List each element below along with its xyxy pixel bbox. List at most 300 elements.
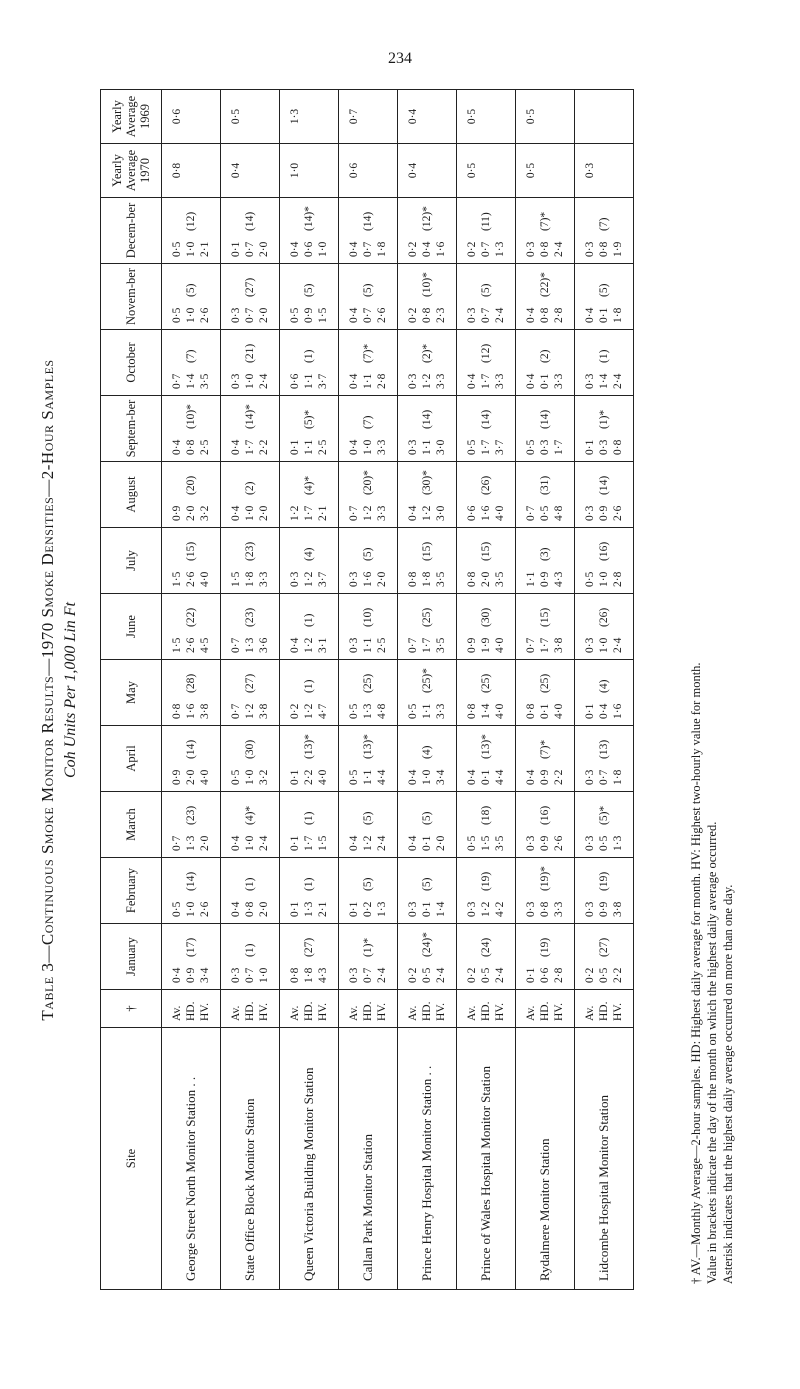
cell-line <box>406 726 420 791</box>
cell-line <box>465 660 479 725</box>
cell-line <box>434 396 448 461</box>
cell-value: 2·8 <box>553 307 565 323</box>
cell-line <box>465 528 479 593</box>
cell-value: 0·2 <box>466 241 478 257</box>
cell-line <box>583 528 597 593</box>
cell-value: 0·5 <box>539 505 551 521</box>
cell-value: 1·2 <box>480 901 492 917</box>
cell-line <box>434 726 448 791</box>
yearly-value: 0·5 <box>525 162 537 179</box>
yearly-value <box>597 90 611 143</box>
cell-value: 2·6 <box>185 571 197 587</box>
cell-value: 0·2 <box>584 967 596 983</box>
cell-value: 2·0 <box>185 769 197 785</box>
cell-day: (1) <box>303 613 315 627</box>
cell-line <box>493 528 507 593</box>
cell-value: 0·3 <box>466 307 478 323</box>
cell-line <box>302 726 316 791</box>
cell-value: 1·7 <box>303 835 315 851</box>
cell-line <box>316 264 330 329</box>
cell-day: (26) <box>598 607 610 627</box>
cell-value: 0·8 <box>612 439 624 455</box>
cell-line <box>288 198 302 263</box>
cell-line <box>375 528 389 593</box>
cell-value: 0·1 <box>598 307 610 323</box>
cell-value: 0·7 <box>480 307 492 323</box>
month-cell <box>221 198 280 264</box>
cell-value: 0·4 <box>525 373 537 389</box>
cell-line <box>406 330 420 395</box>
cell-value: 1·7 <box>553 439 565 455</box>
cell-line <box>524 330 538 395</box>
month-cell <box>398 528 457 594</box>
header-month-december: Decem-ber <box>101 198 162 264</box>
month-cell <box>221 858 280 924</box>
cell-line <box>493 594 507 659</box>
cell-value: 0·8 <box>539 241 551 257</box>
cell-line <box>434 924 448 989</box>
cell-line <box>597 396 611 461</box>
cell-value: 0·1 <box>289 835 301 851</box>
cell-line <box>243 264 257 329</box>
month-cell <box>339 330 398 396</box>
cell-value: 1·6 <box>185 703 197 719</box>
month-cell <box>457 924 516 990</box>
cell-value: 0·3 <box>584 373 596 389</box>
cell-line <box>257 528 271 593</box>
cell-day: (30) <box>480 607 492 627</box>
cell-value: 3·5 <box>435 571 447 587</box>
cell-line <box>229 726 243 791</box>
cell-line <box>316 330 330 395</box>
cell-value: 2·4 <box>435 967 447 983</box>
month-cell <box>516 462 575 528</box>
cell-day: (24)* <box>421 932 433 957</box>
cell-value: 0·1 <box>289 769 301 785</box>
cell-line <box>434 528 448 593</box>
cell-line <box>375 264 389 329</box>
cell-value: 0·7 <box>407 637 419 653</box>
cell-line <box>198 726 212 791</box>
cell-value: 0·5 <box>230 769 242 785</box>
row-code-label: Av. <box>525 1005 537 1021</box>
cell-value: 1·0 <box>362 439 374 455</box>
cell-line <box>552 660 566 725</box>
row-code-label: HD. <box>480 1001 492 1021</box>
row-code-label: HD. <box>362 1001 374 1021</box>
yearly-value <box>552 90 566 143</box>
month-cell <box>280 330 339 396</box>
cell-value: 0·1 <box>421 901 433 917</box>
cell-value: 1·5 <box>317 835 329 851</box>
month-cell <box>339 198 398 264</box>
cell-day: (24) <box>480 937 492 957</box>
month-cell <box>457 792 516 858</box>
header-month-may: May <box>101 660 162 726</box>
cell-value: 0·6 <box>303 241 315 257</box>
table-row <box>398 90 457 1290</box>
cell-value: 2·1 <box>317 901 329 917</box>
month-cell <box>280 924 339 990</box>
cell-line <box>552 858 566 923</box>
cell-value: 0·7 <box>362 241 374 257</box>
cell-line <box>302 198 316 263</box>
cell-value: 2·5 <box>376 637 388 653</box>
cell-line <box>257 660 271 725</box>
header-month-april: April <box>101 726 162 792</box>
cell-line <box>361 264 375 329</box>
cell-day: (2)* <box>421 343 433 363</box>
cell-value: 2·6 <box>553 835 565 851</box>
cell-line <box>229 660 243 725</box>
yearly-value: 0·6 <box>171 108 183 125</box>
cell-value: 0·3 <box>230 373 242 389</box>
cell-line <box>229 462 243 527</box>
month-cell <box>398 396 457 462</box>
row-codes <box>221 990 280 1028</box>
cell-value: 1·6 <box>435 241 447 257</box>
cell-value: 3·8 <box>258 703 270 719</box>
cell-line <box>406 396 420 461</box>
cell-value: 1·0 <box>244 505 256 521</box>
yearly-value: 0·4 <box>407 162 419 179</box>
row-code-label: HV. <box>553 1002 565 1021</box>
cell-line <box>229 528 243 593</box>
table-row <box>575 90 634 1290</box>
month-cell <box>516 726 575 792</box>
cell-line <box>420 726 434 791</box>
month-cell <box>280 594 339 660</box>
yearly-value: 0·5 <box>466 162 478 179</box>
cell-value: 0·1 <box>289 901 301 917</box>
month-cell <box>162 594 221 660</box>
cell-line <box>465 792 479 857</box>
cell-line <box>170 528 184 593</box>
cell-value: 0·7 <box>171 835 183 851</box>
cell-value: 1·4 <box>598 373 610 389</box>
row-codes <box>398 990 457 1028</box>
cell-day: (12)* <box>421 206 433 231</box>
cell-day: (18) <box>480 805 492 825</box>
cell-day: (28) <box>185 673 197 693</box>
cell-line <box>375 726 389 791</box>
cell-value: 3·5 <box>435 637 447 653</box>
cell-value: 0·4 <box>466 769 478 785</box>
cell-line <box>316 660 330 725</box>
month-cell <box>457 660 516 726</box>
cell-day: (19) <box>480 871 492 891</box>
cell-value: 0·6 <box>466 505 478 521</box>
cell-line <box>302 660 316 725</box>
cell-day: (27) <box>598 937 610 957</box>
cell-value: 0·1 <box>584 703 596 719</box>
cell-value: 1·0 <box>598 637 610 653</box>
cell-value: 1·1 <box>421 703 433 719</box>
cell-line <box>257 198 271 263</box>
month-cell <box>280 858 339 924</box>
cell-line <box>257 726 271 791</box>
cell-line <box>243 528 257 593</box>
cell-value: 0·7 <box>598 769 610 785</box>
cell-value: 0·5 <box>598 967 610 983</box>
cell-value: 1·0 <box>244 835 256 851</box>
cell-day: (23) <box>244 607 256 627</box>
cell-day: (5)* <box>598 805 610 825</box>
cell-line <box>198 462 212 527</box>
cell-value: 1·3 <box>244 637 256 653</box>
cell-value: 0·9 <box>171 769 183 785</box>
cell-line <box>361 198 375 263</box>
cell-line <box>434 462 448 527</box>
cell-line <box>229 792 243 857</box>
cell-line <box>479 858 493 923</box>
cell-line <box>243 594 257 659</box>
cell-value: 2·1 <box>317 505 329 521</box>
cell-value: 0·9 <box>539 835 551 851</box>
cell-value: 3·4 <box>435 769 447 785</box>
month-cell <box>339 924 398 990</box>
cell-line <box>316 726 330 791</box>
yearly-cell <box>280 144 339 198</box>
cell-value: 2·6 <box>376 307 388 323</box>
cell-day: (1) <box>303 679 315 693</box>
yearly-cell <box>516 90 575 144</box>
cell-value: 0·7 <box>480 241 492 257</box>
cell-line <box>611 792 625 857</box>
cell-line <box>597 726 611 791</box>
cell-line <box>465 462 479 527</box>
table-row <box>280 90 339 1290</box>
cell-day: (25) <box>480 673 492 693</box>
cell-day: (5) <box>303 283 315 297</box>
month-cell <box>339 726 398 792</box>
month-cell <box>457 528 516 594</box>
month-cell <box>575 198 634 264</box>
cell-value: 1·1 <box>362 769 374 785</box>
cell-value: 0·9 <box>466 637 478 653</box>
cell-line <box>479 594 493 659</box>
month-cell <box>575 858 634 924</box>
cell-value: 2·4 <box>376 835 388 851</box>
yearly-value: 0·8 <box>171 162 183 179</box>
cell-line <box>493 198 507 263</box>
cell-value: 0·9 <box>185 967 197 983</box>
cell-line <box>552 198 566 263</box>
cell-day: (10)* <box>421 272 433 297</box>
cell-day: (1) <box>244 943 256 957</box>
footnote-brackets: Value in brackets indicate the day of the month on which the highest daily average occurred. <box>705 821 719 1284</box>
month-cell <box>575 792 634 858</box>
header-month-january: January <box>101 924 162 990</box>
cell-line <box>420 396 434 461</box>
yearly-cell <box>575 90 634 144</box>
cell-value: 1·2 <box>303 703 315 719</box>
cell-line <box>583 198 597 263</box>
cell-line <box>524 396 538 461</box>
cell-line <box>347 594 361 659</box>
cell-day: (5) <box>421 811 433 825</box>
cell-value: 2·4 <box>258 835 270 851</box>
cell-line <box>434 858 448 923</box>
cell-line <box>375 858 389 923</box>
cell-value: 0·3 <box>348 571 360 587</box>
cell-value: 0·2 <box>289 703 301 719</box>
month-cell <box>398 726 457 792</box>
cell-day: (25) <box>539 673 551 693</box>
cell-day: (11) <box>480 212 492 231</box>
cell-value: 2·0 <box>435 835 447 851</box>
cell-line <box>184 726 198 791</box>
yearly-cell <box>162 90 221 144</box>
cell-line <box>406 462 420 527</box>
cell-value: 0·5 <box>598 835 610 851</box>
month-cell <box>280 660 339 726</box>
cell-line <box>493 330 507 395</box>
cell-line <box>465 330 479 395</box>
row-code-label: Av. <box>407 1005 419 1021</box>
cell-value: 0·1 <box>584 439 596 455</box>
cell-value: 4·3 <box>553 571 565 587</box>
yearly-cell <box>516 144 575 198</box>
cell-value: 0·3 <box>230 967 242 983</box>
yearly-value <box>316 144 330 197</box>
month-cell <box>221 726 280 792</box>
cell-value: 1·9 <box>480 637 492 653</box>
cell-line <box>479 792 493 857</box>
cell-value: 0·3 <box>407 901 419 917</box>
month-cell <box>516 660 575 726</box>
cell-line <box>302 330 316 395</box>
cell-line <box>184 660 198 725</box>
cell-value: 0·7 <box>525 637 537 653</box>
cell-day: (3) <box>539 547 551 561</box>
cell-line <box>552 726 566 791</box>
cell-line <box>479 726 493 791</box>
cell-line <box>347 330 361 395</box>
site-name: Prince of Wales Hospital Monitor Station <box>457 1028 516 1290</box>
cell-line <box>479 528 493 593</box>
cell-line <box>434 660 448 725</box>
cell-value: 1·5 <box>230 571 242 587</box>
cell-line <box>170 330 184 395</box>
cell-value: 0·8 <box>466 703 478 719</box>
cell-line <box>597 792 611 857</box>
month-cell <box>398 594 457 660</box>
yearly-value <box>302 144 316 197</box>
month-cell <box>516 330 575 396</box>
cell-value: 1·1 <box>421 439 433 455</box>
cell-line <box>302 396 316 461</box>
cell-day: (14) <box>362 211 374 231</box>
yearly-value <box>361 90 375 143</box>
month-cell <box>457 264 516 330</box>
cell-line <box>184 924 198 989</box>
cell-value: 0·4 <box>525 769 537 785</box>
cell-line <box>316 462 330 527</box>
cell-day: (25) <box>421 607 433 627</box>
cell-line <box>583 396 597 461</box>
cell-day: (5) <box>362 547 374 561</box>
cell-value: 2·0 <box>258 307 270 323</box>
cell-value: 1·0 <box>185 241 197 257</box>
cell-value: 0·7 <box>348 505 360 521</box>
cell-line <box>465 726 479 791</box>
cell-line <box>597 264 611 329</box>
header-yearly-1969: Yearly Average 1969 <box>101 90 162 144</box>
cell-value: 1·1 <box>303 373 315 389</box>
cell-line <box>434 198 448 263</box>
cell-day: (17) <box>185 937 197 957</box>
month-cell <box>221 660 280 726</box>
yearly-cell <box>162 144 221 198</box>
row-code-label: HV. <box>494 1002 506 1021</box>
cell-value: 0·4 <box>171 967 183 983</box>
cell-line <box>524 462 538 527</box>
cell-value: 0·9 <box>539 769 551 785</box>
cell-day: (25) <box>362 673 374 693</box>
cell-value: 0·5 <box>171 241 183 257</box>
row-code-label: HD. <box>303 1001 315 1021</box>
cell-line <box>229 198 243 263</box>
row-codes <box>339 990 398 1028</box>
yearly-value <box>434 90 448 143</box>
cell-line <box>316 858 330 923</box>
cell-line <box>243 660 257 725</box>
cell-line <box>597 594 611 659</box>
cell-line <box>184 198 198 263</box>
cell-line <box>347 726 361 791</box>
cell-value: 0·5 <box>171 307 183 323</box>
cell-value: 1·6 <box>612 703 624 719</box>
cell-line <box>538 528 552 593</box>
cell-line <box>583 858 597 923</box>
cell-line <box>170 858 184 923</box>
row-code-label: HV. <box>376 1002 388 1021</box>
cell-value: 0·5 <box>466 439 478 455</box>
cell-line <box>302 858 316 923</box>
yearly-value: 1·0 <box>289 162 301 179</box>
cell-value: 1·2 <box>421 373 433 389</box>
cell-value: 0·9 <box>539 571 551 587</box>
cell-day: (5) <box>598 283 610 297</box>
cell-value: 0·2 <box>407 241 419 257</box>
month-cell <box>575 726 634 792</box>
month-cell <box>516 858 575 924</box>
cell-value: 0·8 <box>171 703 183 719</box>
cell-day: (10)* <box>185 404 197 429</box>
cell-value: 0·4 <box>421 241 433 257</box>
cell-value: 2·0 <box>258 901 270 917</box>
month-cell <box>398 660 457 726</box>
yearly-value <box>597 144 611 197</box>
cell-day: (5) <box>480 283 492 297</box>
month-cell <box>516 528 575 594</box>
cell-day: (4) <box>303 547 315 561</box>
cell-value: 0·1 <box>289 439 301 455</box>
cell-day: (2) <box>244 481 256 495</box>
cell-line <box>420 528 434 593</box>
cell-value: 2·4 <box>376 967 388 983</box>
month-cell <box>516 792 575 858</box>
cell-value: 0·4 <box>289 637 301 653</box>
cell-line <box>229 594 243 659</box>
cell-value: 0·5 <box>584 571 596 587</box>
cell-line <box>479 924 493 989</box>
cell-day: (20)* <box>362 470 374 495</box>
cell-day: (4) <box>421 745 433 759</box>
yearly-value <box>552 144 566 197</box>
yearly-value <box>538 90 552 143</box>
